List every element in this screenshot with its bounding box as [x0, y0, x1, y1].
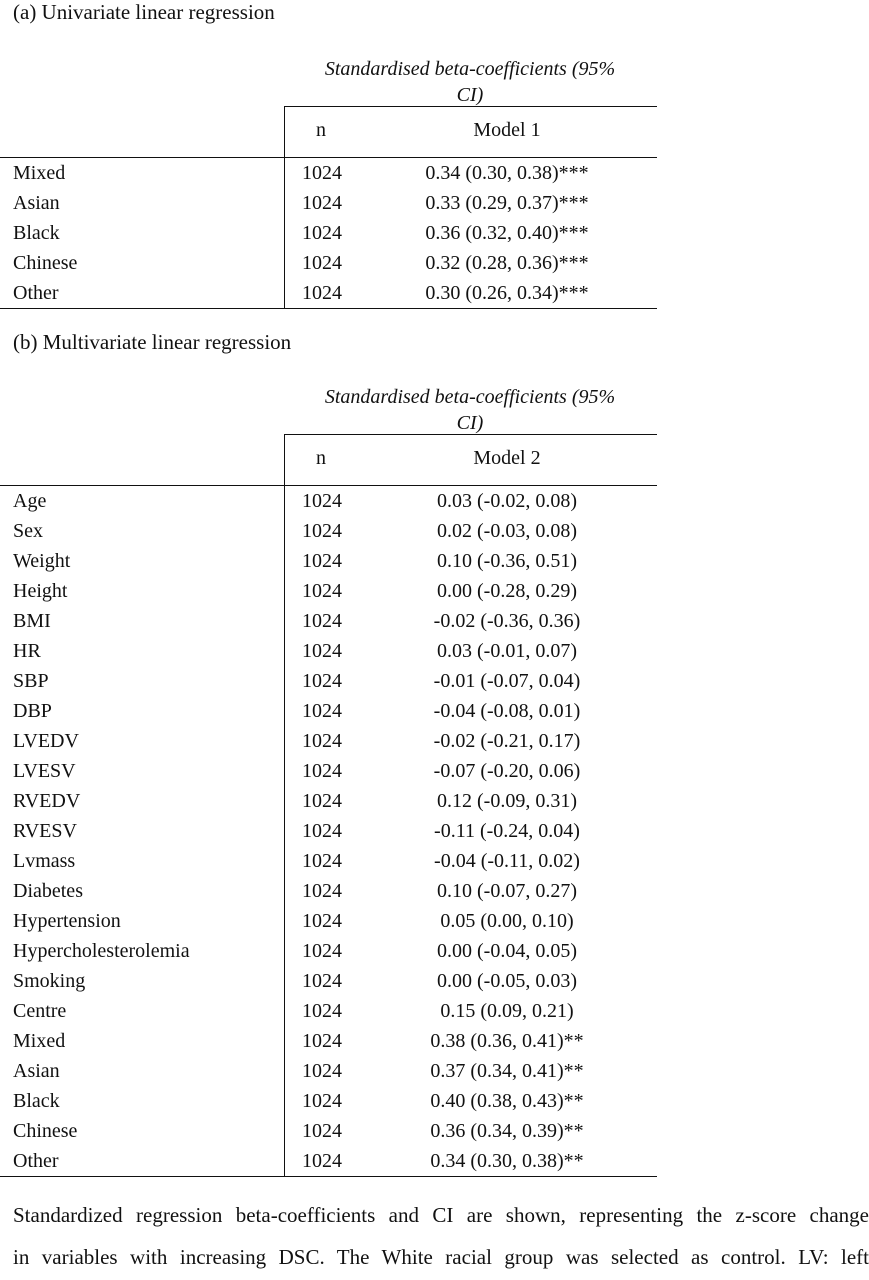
row-n: 1024	[284, 158, 359, 188]
table-row	[0, 1146, 657, 1176]
table-row	[0, 1026, 657, 1056]
row-label: Asian	[13, 192, 60, 214]
row-n: 1024	[284, 996, 359, 1026]
row-n: 1024	[284, 816, 359, 846]
row-coefficient: 0.05 (0.00, 0.10)	[440, 910, 574, 932]
table-row	[0, 816, 657, 846]
table-row	[0, 516, 657, 546]
row-coefficient: 0.02 (-0.03, 0.08)	[437, 520, 577, 542]
section-b-title: (b) Multivariate linear regression	[13, 330, 292, 354]
caption-line-1: Standardised beta-coefficients (95%	[324, 386, 616, 408]
row-n: 1024	[284, 786, 359, 816]
row-label: LVEDV	[13, 730, 79, 752]
row-label: Lvmass	[13, 850, 76, 872]
table-row	[0, 876, 657, 906]
row-coefficient: -0.02 (-0.21, 0.17)	[433, 730, 581, 752]
row-coefficient: -0.04 (-0.08, 0.01)	[433, 700, 581, 722]
row-coefficient: 0.36 (0.32, 0.40)***	[425, 222, 589, 244]
row-coefficient: -0.01 (-0.07, 0.04)	[433, 670, 581, 692]
row-label: Chinese	[13, 252, 78, 274]
row-n: 1024	[284, 546, 359, 576]
row-n: 1024	[284, 1026, 359, 1056]
row-label: Height	[13, 580, 68, 602]
row-n: 1024	[284, 726, 359, 756]
row-coefficient: 0.03 (-0.02, 0.08)	[437, 490, 577, 512]
row-label: Black	[13, 1090, 60, 1112]
caption-line-1: Standardised beta-coefficients (95%	[324, 58, 616, 80]
table-row	[0, 906, 657, 936]
table-row	[0, 606, 657, 636]
column-header-n: n	[316, 447, 326, 469]
row-label: Other	[13, 282, 59, 304]
row-label: Chinese	[13, 1120, 78, 1142]
row-label: RVESV	[13, 820, 77, 842]
row-label: Diabetes	[13, 880, 83, 902]
caption-line-2: CI)	[456, 84, 484, 106]
row-coefficient: 0.38 (0.36, 0.41)**	[430, 1030, 584, 1052]
row-label: DBP	[13, 700, 52, 722]
table-row	[0, 696, 657, 726]
column-header-model: Model 2	[473, 447, 541, 469]
column-header-model: Model 1	[473, 119, 541, 141]
row-coefficient: 0.00 (-0.28, 0.29)	[437, 580, 577, 602]
row-label: Smoking	[13, 970, 86, 992]
row-n: 1024	[284, 666, 359, 696]
row-coefficient: 0.15 (0.09, 0.21)	[440, 1000, 574, 1022]
row-n: 1024	[284, 1086, 359, 1116]
table-row	[0, 188, 657, 218]
table-caption	[284, 56, 656, 108]
table-row	[0, 666, 657, 696]
row-coefficient: 0.10 (-0.07, 0.27)	[437, 880, 577, 902]
table-row	[0, 636, 657, 666]
table-row	[0, 726, 657, 756]
row-coefficient: 0.40 (0.38, 0.43)**	[430, 1090, 584, 1112]
table-row	[0, 546, 657, 576]
row-coefficient: 0.03 (-0.01, 0.07)	[437, 640, 577, 662]
row-label: RVEDV	[13, 790, 81, 812]
row-label: Age	[13, 490, 47, 512]
footnote-line-1: Standardized regression beta-coefficients and CI are shown, representing the z-score change	[13, 1203, 869, 1227]
row-n: 1024	[284, 576, 359, 606]
row-coefficient: 0.30 (0.26, 0.34)***	[425, 282, 589, 304]
table-row	[0, 158, 657, 188]
table-row	[0, 278, 657, 308]
table-row	[0, 1116, 657, 1146]
row-n: 1024	[284, 966, 359, 996]
row-n: 1024	[284, 1056, 359, 1086]
row-label: Weight	[13, 550, 71, 572]
table-row	[0, 486, 657, 516]
table-row	[0, 966, 657, 996]
row-n: 1024	[284, 248, 359, 278]
row-n: 1024	[284, 636, 359, 666]
row-n: 1024	[284, 1116, 359, 1146]
table-row	[0, 248, 657, 278]
footnote-line-2: in variables with increasing DSC. The White racial group was selected as control. LV: left	[13, 1245, 869, 1269]
table-row	[0, 846, 657, 876]
row-label: Black	[13, 222, 60, 244]
table-caption	[284, 384, 656, 436]
section-a-title: (a) Univariate linear regression	[13, 0, 275, 24]
row-coefficient: 0.37 (0.34, 0.41)**	[430, 1060, 584, 1082]
column-header-n: n	[316, 119, 326, 141]
table-row	[0, 1056, 657, 1086]
row-n: 1024	[284, 906, 359, 936]
table-row	[0, 936, 657, 966]
row-n: 1024	[284, 696, 359, 726]
table-header	[0, 384, 657, 486]
table-row	[0, 786, 657, 816]
row-label: Asian	[13, 1060, 60, 1082]
table-multivariate	[0, 384, 657, 1177]
row-coefficient: 0.34 (0.30, 0.38)***	[425, 162, 589, 184]
row-coefficient: 0.33 (0.29, 0.37)***	[425, 192, 589, 214]
row-label: LVESV	[13, 760, 76, 782]
row-n: 1024	[284, 1146, 359, 1176]
row-n: 1024	[284, 606, 359, 636]
table-row	[0, 756, 657, 786]
caption-line-2: CI)	[456, 412, 484, 434]
row-coefficient: 0.10 (-0.36, 0.51)	[437, 550, 577, 572]
row-n: 1024	[284, 218, 359, 248]
row-coefficient: -0.04 (-0.11, 0.02)	[434, 850, 580, 872]
row-label: Centre	[13, 1000, 67, 1022]
table-body	[0, 158, 657, 309]
row-coefficient: 0.12 (-0.09, 0.31)	[437, 790, 577, 812]
header-rule	[284, 106, 657, 107]
table-body	[0, 486, 657, 1177]
row-coefficient: -0.07 (-0.20, 0.06)	[433, 760, 581, 782]
row-n: 1024	[284, 486, 359, 516]
row-label: Sex	[13, 520, 43, 542]
table-row	[0, 576, 657, 606]
row-n: 1024	[284, 936, 359, 966]
table-header	[0, 56, 657, 158]
row-coefficient: -0.02 (-0.36, 0.36)	[433, 610, 581, 632]
row-label: Hypertension	[13, 910, 121, 932]
row-n: 1024	[284, 756, 359, 786]
table-row	[0, 218, 657, 248]
row-label: Mixed	[13, 1030, 66, 1052]
row-coefficient: -0.11 (-0.24, 0.04)	[434, 820, 580, 842]
header-rule	[284, 434, 657, 435]
row-label: Other	[13, 1150, 59, 1172]
row-coefficient: 0.32 (0.28, 0.36)***	[425, 252, 589, 274]
row-n: 1024	[284, 278, 359, 308]
table-row	[0, 1086, 657, 1116]
footnote	[13, 1194, 869, 1278]
row-n: 1024	[284, 846, 359, 876]
row-label: Hypercholesterolemia	[13, 940, 190, 962]
row-coefficient: 0.34 (0.30, 0.38)**	[430, 1150, 584, 1172]
row-label: SBP	[13, 670, 49, 692]
row-label: HR	[13, 640, 41, 662]
row-n: 1024	[284, 188, 359, 218]
row-label: Mixed	[13, 162, 66, 184]
table-univariate	[0, 56, 657, 309]
row-coefficient: 0.00 (-0.04, 0.05)	[437, 940, 577, 962]
row-n: 1024	[284, 516, 359, 546]
row-n: 1024	[284, 876, 359, 906]
row-coefficient: 0.00 (-0.05, 0.03)	[437, 970, 577, 992]
row-label: BMI	[13, 610, 51, 632]
table-row	[0, 996, 657, 1026]
row-coefficient: 0.36 (0.34, 0.39)**	[430, 1120, 584, 1142]
